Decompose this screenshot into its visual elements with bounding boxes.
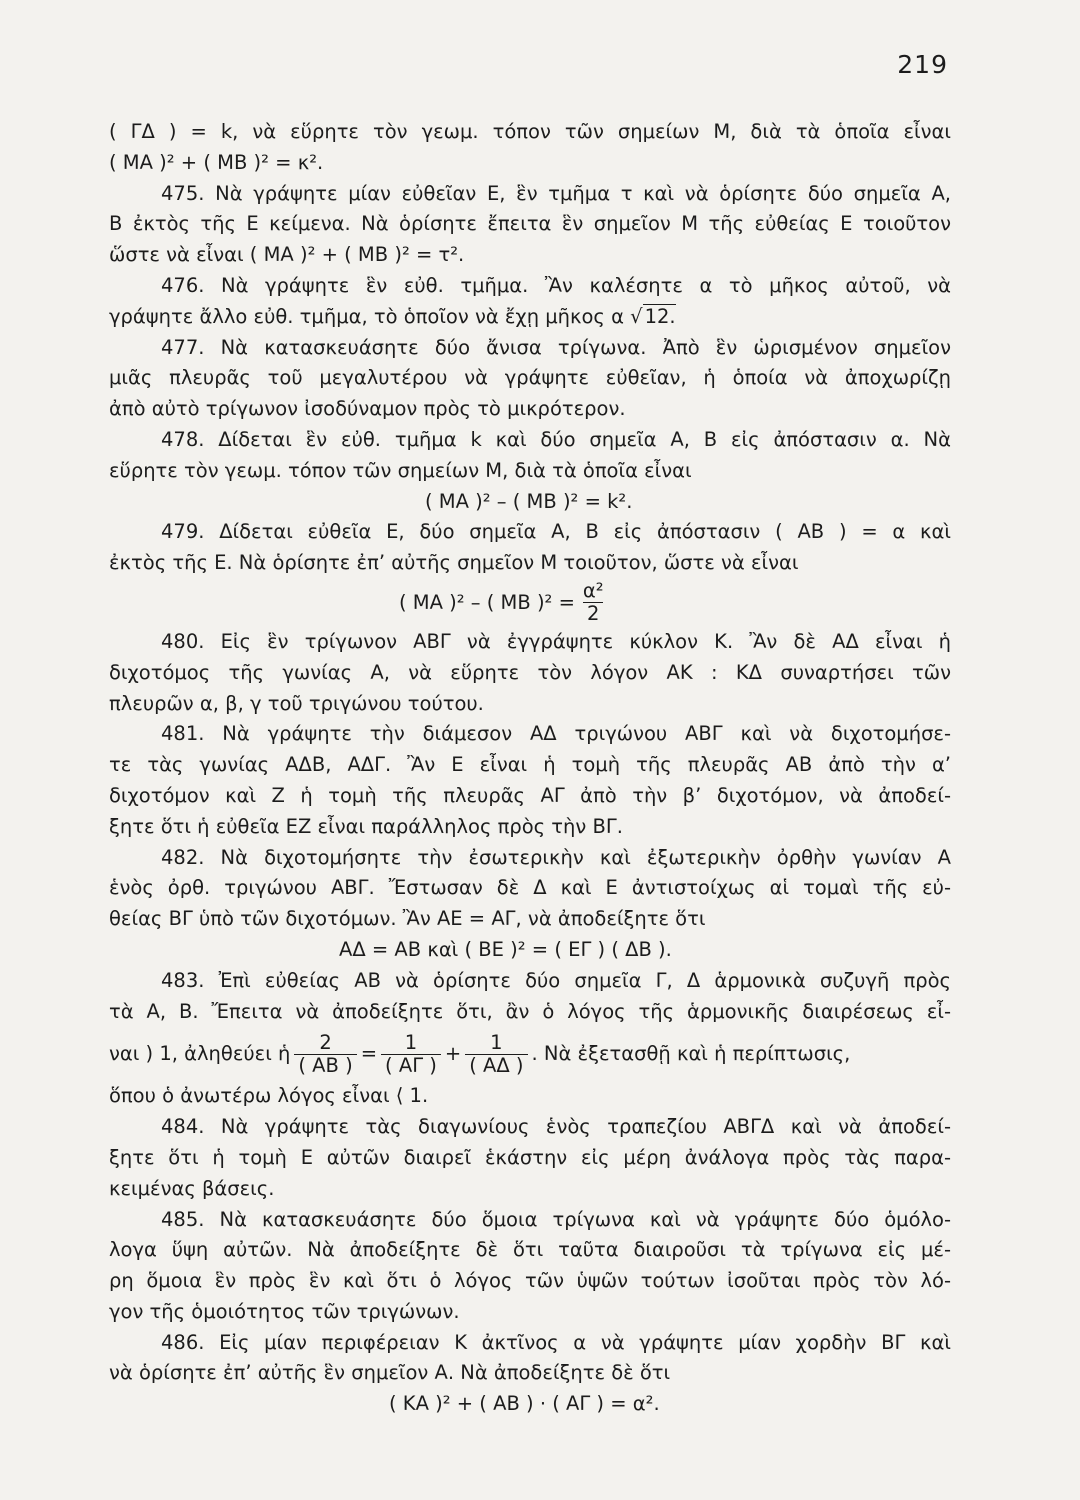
- text-line: ρη ὅμοια ἓν πρὸς ἓν καὶ ὅτι ὁ λόγος τῶν ὑψῶν τούτων ἰσοῦται πρὸς τὸν λό-: [109, 1269, 951, 1293]
- text-line: μιᾶς πλευρᾶς τοῦ μεγαλυτέρου νὰ γράψητε εὐθεῖαν, ἡ ὁποία νὰ ἀποχωρίζῃ: [109, 366, 951, 390]
- formula-lhs: ( ΜΑ )² – ( ΜΒ )² =: [399, 590, 575, 614]
- text-line: πλευρῶν α, β, γ τοῦ τριγώνου τούτου.: [109, 691, 484, 715]
- radical-sign: √: [630, 304, 643, 328]
- denominator: 2: [583, 602, 603, 625]
- text-line: ἑνὸς ὀρθ. τριγώνου ΑΒΓ. Ἔστωσαν δὲ Δ καὶ Ε ἀντιστοίχως αἱ τομαὶ τῆς εὐ-: [109, 876, 951, 900]
- plus-sign: +: [444, 1041, 462, 1065]
- text-line: ἀπὸ αὐτὸ τρίγωνον ἰσοδύναμον πρὸς τὸ μικρότερον.: [109, 397, 626, 421]
- numerator: 1: [490, 1030, 503, 1054]
- exercise-485: 485. Νὰ κατασκευάσητε δύο ὅμοια τρίγωνα καὶ νὰ γράψητε δύο ὁμόλο-: [161, 1207, 951, 1231]
- numerator: 2: [319, 1030, 332, 1054]
- numerator: α²: [582, 579, 604, 603]
- text-line: ξητε ὅτι ἡ τομὴ Ε αὐτῶν διαιρεῖ ἑκάστην εἰς μέρη ἀνάλογα πρὸς τὰς παρα-: [109, 1145, 951, 1169]
- exercise-480: 480. Εἰς ἓν τρίγωνον ΑΒΓ νὰ ἐγγράψητε κύκλον Κ. Ἂν δὲ ΑΔ εἶναι ἡ: [161, 629, 951, 653]
- denominator: ( ΑΓ ): [381, 1054, 441, 1077]
- text-line: ξητε ὅτι ἡ εὐθεῖα ΕΖ εἶναι παράλληλος πρὸς τὴν ΒΓ.: [109, 814, 623, 838]
- text-line: λογα ὕψη αὐτῶν. Νὰ ἀποδείξητε δὲ ὅτι ταῦτα διαιροῦσι τὰ τρίγωνα εἰς μέ-: [109, 1238, 951, 1262]
- text-line: ὅπου ὁ ἀνωτέρω λόγος εἶναι ⟨ 1.: [109, 1084, 429, 1108]
- exercise-476: 476. Νὰ γράψητε ἓν εὐθ. τμῆμα. Ἂν καλέσητε α τὸ μῆκος αὐτοῦ, νὰ: [161, 273, 951, 297]
- text-line: ἐκτὸς τῆς Ε. Νὰ ὁρίσητε ἐπ’ αὐτῆς σημεῖον Μ τοιοῦτον, ὥστε νὰ εἶναι: [109, 551, 799, 575]
- formula-486: ( ΚΑ )² + ( ΑΒ ) · ( ΑΓ ) = α².: [389, 1392, 660, 1416]
- formula-478: ( ΜΑ )² – ( ΜΒ )² = k².: [425, 489, 633, 513]
- numerator: 1: [404, 1030, 418, 1054]
- denominator: ( ΑΒ ): [294, 1054, 356, 1077]
- exercise-482: 482. Νὰ διχοτομήσητε τὴν ἐσωτερικὴν καὶ ἐξωτερικὴν ὀρθὴν γωνίαν Α: [161, 845, 951, 869]
- text-line: νὰ ὁρίσητε ἐπ’ αὐτῆς ἓν σημεῖον Α. Νὰ ἀποδείξητε δὲ ὅτι: [109, 1361, 671, 1385]
- line-text: ναι ) 1, ἀληθεύει ἡ: [109, 1041, 291, 1065]
- exercise-479: 479. Δίδεται εὐθεῖα Ε, δύο σημεῖα Α, Β εἰς ἀπόστασιν ( ΑΒ ) = α καὶ: [161, 520, 951, 544]
- exercise-481: 481. Νὰ γράψητε τὴν διάμεσον ΑΔ τριγώνου ΑΒΓ καὶ νὰ διχοτομήσε-: [161, 722, 951, 746]
- text-line: διχοτόμος τῆς γωνίας Α, νὰ εὕρητε τὸν λόγον ΑΚ : ΚΔ συναρτήσει τῶν: [109, 660, 951, 684]
- formula-482: ΑΔ = ΑΒ καὶ ( ΒΕ )² = ( ΕΓ ) ( ΔΒ ).: [339, 937, 672, 961]
- text-line: ( ΜΑ )² + ( ΜΒ )² = κ².: [109, 150, 324, 174]
- fraction: [465, 1032, 527, 1077]
- radicand: 12.: [644, 304, 676, 328]
- exercise-477: 477. Νὰ κατασκευάσητε δύο ἄνισα τρίγωνα. Ἀπὸ ἓν ὡρισμένον σημεῖον: [161, 335, 951, 359]
- page-body: [109, 117, 951, 1420]
- line-text: γράψητε ἄλλο εὐθ. τμῆμα, τὸ ὁποῖον νὰ ἔχῃ μῆκος α: [109, 304, 624, 328]
- text-line: θείας ΒΓ ὑπὸ τῶν διχοτόμων. Ἂν ΑΕ = ΑΓ, νὰ ἀποδείξητε ὅτι: [109, 907, 706, 931]
- text-line: [109, 302, 951, 333]
- exercise-475: 475. Νὰ γράψητε μίαν εὐθεῖαν Ε, ἓν τμῆμα τ καὶ νὰ ὁρίσητε δύο σημεῖα Α,: [161, 181, 951, 205]
- text-line: τὰ Α, Β. Ἔπειτα νὰ ἀποδείξητε ὅτι, ἂν ὁ λόγος τῆς ἁρμονικῆς διαιρέσεως εἶ-: [109, 999, 951, 1023]
- text-line: τε τὰς γωνίας ΑΔΒ, ΑΔΓ. Ἂν Ε εἶναι ἡ τομὴ τῆς πλευρᾶς ΑΒ ἀπὸ τὴν α’: [109, 753, 951, 777]
- page-number: 219: [897, 50, 948, 79]
- formula-479: [109, 579, 951, 627]
- equals-sign: =: [360, 1041, 378, 1065]
- exercise-484: 484. Νὰ γράψητε τὰς διαγωνίους ἑνὸς τραπεζίου ΑΒΓΔ καὶ νὰ ἀποδεί-: [161, 1115, 951, 1139]
- fraction: [294, 1032, 356, 1077]
- text-line: Β ἐκτὸς τῆς Ε κείμενα. Νὰ ὁρίσητε ἔπειτα ἓν σημεῖον Μ τῆς εὐθείας Ε τοιοῦτον: [109, 212, 951, 236]
- text-line: εὕρητε τὸν γεωμ. τόπον τῶν σημείων Μ, διὰ τὰ ὁποῖα εἶναι: [109, 458, 692, 482]
- formula-483: [109, 1027, 951, 1081]
- exercise-483: 483. Ἐπὶ εὐθείας ΑΒ νὰ ὁρίσητε δύο σημεῖα Γ, Δ ἁρμονικὰ συζυγῆ πρὸς: [161, 968, 951, 992]
- text-line: γον τῆς ὁμοιότητος τῶν τριγώνων.: [109, 1299, 460, 1323]
- fraction: [579, 580, 608, 625]
- text-line: κειμένας βάσεις.: [109, 1176, 275, 1200]
- text-line: ὥστε νὰ εἶναι ( ΜΑ )² + ( ΜΒ )² = τ².: [109, 243, 465, 267]
- text-line: διχοτόμον καὶ Ζ ἡ τομὴ τῆς πλευρᾶς ΑΓ ἀπὸ τὴν β’ διχοτόμον, νὰ ἀποδεί-: [109, 783, 951, 807]
- line-text: . Νὰ ἐξετασθῇ καὶ ἡ περίπτωσις,: [531, 1041, 851, 1065]
- text-line: ( ΓΔ ) = k, νὰ εὕρητε τὸν γεωμ. τόπον τῶν σημείων Μ, διὰ τὰ ὁποῖα εἶναι: [109, 120, 951, 143]
- fraction: [381, 1032, 441, 1077]
- exercise-478: 478. Δίδεται ἓν εὐθ. τμῆμα k καὶ δύο σημεῖα Α, Β εἰς ἀπόστασιν α. Νὰ: [161, 427, 951, 451]
- denominator: ( ΑΔ ): [465, 1054, 527, 1077]
- exercise-486: 486. Εἰς μίαν περιφέρειαν Κ ἀκτῖνος α νὰ γράψητε μίαν χορδὴν ΒΓ καὶ: [161, 1330, 951, 1354]
